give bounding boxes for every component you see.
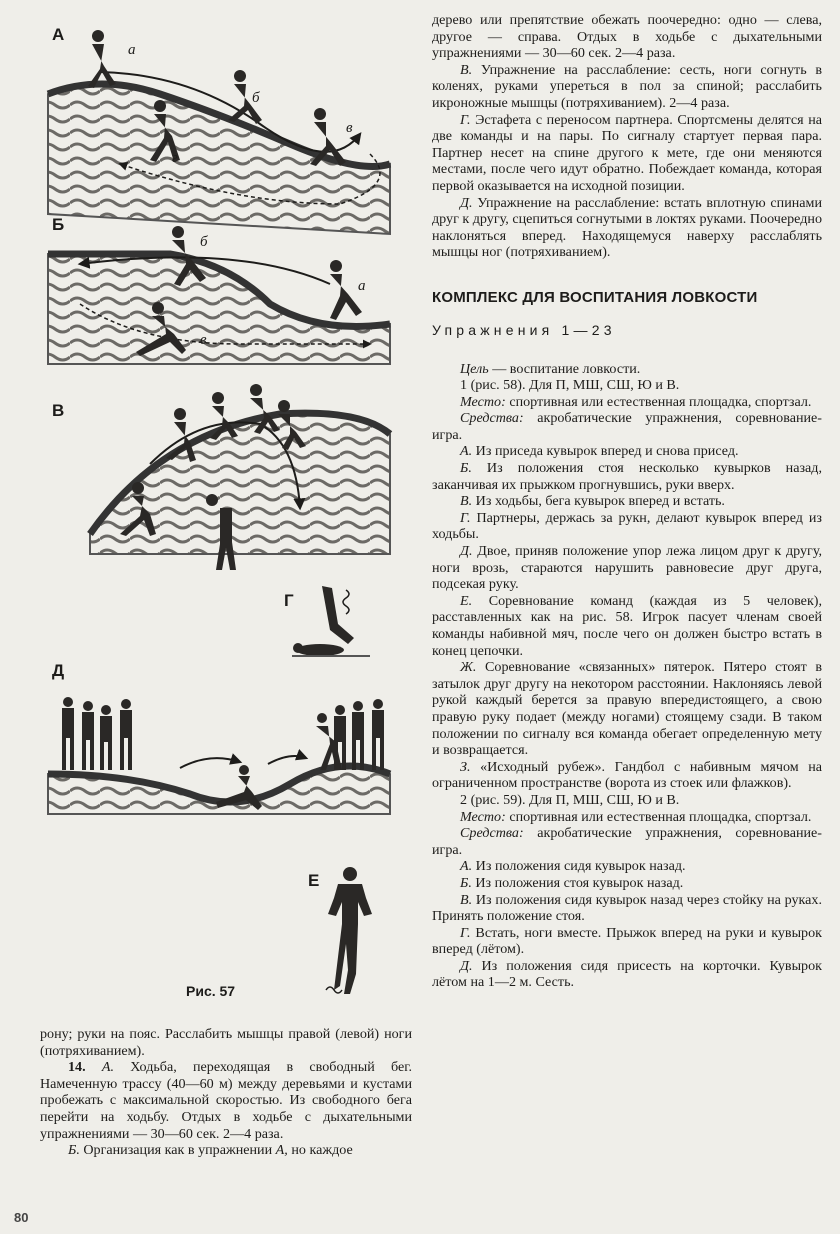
item-letter: Ж. — [460, 659, 477, 676]
panel-label-d: Д — [52, 661, 65, 680]
item-letter: В. — [460, 891, 473, 908]
item-letter: Д. — [460, 957, 473, 974]
item-ref: А, — [275, 1142, 288, 1159]
item-letter: Г. — [460, 509, 471, 526]
exercise-item — [432, 892, 822, 925]
means-text: акробатические упражнения, соревнование-игра. — [432, 825, 822, 858]
item-text: Из приседа кувырок вперед и снова присед. — [475, 443, 739, 460]
item-text: Соревнование «связанных» пятерок. Пятеро стоят в затылок друг другу на некотором расстоянии. Наклоняясь левой рукой каждый берется за правую впередистоящего, а свою правую руку подает (между ногами) стоящему сзади. В таком положении по сигналу вся команда обегает определенную мету и возвращается. — [432, 659, 822, 759]
item-text: Упражнение на расслабление: сесть, ноги согнуть в коленях, руками упереться в пол за спиной; расслабить икроножные мышцы (потряхиванием). 2—4 раза. — [432, 61, 822, 111]
exercise-number: 14. — [68, 1059, 86, 1076]
paragraph-ex14 — [40, 1059, 412, 1142]
exercise-1-header: 1 (рис. 58). Для П, МШ, СШ, Ю и В. — [460, 377, 680, 394]
panel-a — [48, 25, 390, 234]
item-text: Партнеры, держась за рукн, делают кувырок вперед из ходьбы. — [432, 509, 822, 543]
pass-arrow-left — [180, 758, 240, 768]
panel-label-g: Г — [284, 591, 294, 610]
item-letter: А. — [101, 1059, 115, 1076]
shoulder-stand-figure — [293, 586, 354, 656]
arrow-label-v: в — [346, 120, 353, 136]
item-text: Двое, приняв положение упор лежа лицом друг к другу, ноги врозь, стараются нарушить равновесие друг друга, подсекая руку. — [432, 543, 822, 593]
item-text: Соревнование команд (каждая из 5 человек), расставленных как на рис. 58. Игрок пасует членам своей команды набивной мяч, после чего он должен быстро встать в конец цепочки. — [432, 592, 823, 659]
exercise-2-place — [432, 809, 822, 826]
item-text: Организация как в упражнении — [83, 1142, 273, 1159]
panel-d — [48, 661, 390, 814]
exercise-item — [432, 958, 822, 991]
exercise-1-items — [432, 443, 822, 791]
item-letter: Е. — [460, 592, 473, 609]
paragraph-ex14-b — [40, 1142, 412, 1159]
exercise-item — [432, 460, 822, 493]
item-text: Из положения сидя присесть на корточки. Кувырок лётом на 1—2 м. Сесть. — [432, 957, 822, 991]
arrow-label-g: г — [172, 150, 178, 166]
paragraph-v — [432, 62, 822, 112]
item-letter: Б. — [460, 460, 472, 477]
goal-text: — воспитание ловкости. — [492, 360, 641, 377]
place-text: спортивная или естественная площадка, спортзал. — [509, 393, 812, 410]
item-letter: З. — [460, 758, 471, 775]
item-letter: В. — [460, 61, 473, 78]
panel-label-v: В — [52, 401, 65, 420]
team-figures-right — [316, 699, 384, 770]
paragraph: рону; руки на пояс. Расслабить мышцы правой (левой) ноги (потряхиванием). — [40, 1026, 412, 1059]
panel-g — [284, 586, 370, 656]
means-label: Средства: — [460, 410, 524, 427]
item-letter: А. — [460, 858, 473, 875]
item-text: «Исходный рубеж». Гандбол с набивным мячом на ограниченном пространстве (ворота из стоек или флажков). — [432, 758, 822, 792]
place-label: Место: — [460, 393, 506, 410]
goal-label: Цель — [460, 360, 489, 377]
item-text: Встать, ноги вместе. Прыжок вперед на руки и кувырок вперед (лётом). — [432, 924, 822, 958]
shake-lines — [343, 590, 349, 614]
exercise-1-means — [432, 410, 822, 443]
paragraph: дерево или препятствие обежать поочередно: одно — слева, другое — справа. Отдых в ходьбе с дыхательными упражнениями — 30—60 сек. 2—4 раза. — [432, 12, 822, 62]
figure-caption: Рис. 57 — [186, 983, 236, 999]
figure-57 — [40, 14, 412, 1014]
item-text: Из положения стоя кувырок назад. — [475, 874, 684, 891]
item-letter: Б. — [68, 1142, 80, 1159]
item-text: Из положения стоя несколько кувырков назад, заканчивая их прыжком прогнувшись, руки вверх. — [432, 460, 822, 493]
exercise-item — [432, 443, 822, 460]
exercise-1-place — [432, 394, 822, 411]
exercise-item — [432, 493, 822, 510]
exercise-item — [432, 875, 822, 892]
arrow-label-v2: в — [200, 332, 207, 348]
item-letter: Б. — [460, 874, 472, 891]
exercise-item — [432, 593, 822, 659]
panel-e — [308, 867, 372, 994]
exercise-item — [432, 759, 822, 792]
exercise-item — [432, 925, 822, 958]
arrow-label-b2: б — [200, 234, 208, 250]
panel-b — [48, 215, 390, 364]
item-letter: Д. — [460, 543, 473, 560]
paragraph-g — [432, 112, 822, 195]
item-letter: А. — [460, 443, 473, 460]
arrow-label-b: б — [252, 90, 260, 106]
means-text: акробатические упражнения, соревнование-игра. — [432, 410, 822, 443]
item-text: но каждое — [291, 1142, 353, 1159]
right-column-text — [432, 12, 822, 991]
exercise-item — [432, 858, 822, 875]
place-text: спортивная или естественная площадка, спортзал. — [509, 808, 812, 825]
shake-marks — [326, 987, 342, 993]
exercise-2-header: 2 (рис. 59). Для П, МШ, СШ, Ю и В. — [460, 791, 680, 808]
place-label: Место: — [460, 808, 506, 825]
item-letter: Д. — [460, 194, 473, 211]
pass-arrow-right — [268, 756, 306, 764]
section-subheading: Упражнения 1—23 — [432, 321, 616, 338]
item-text: Из ходьбы, бега кувырок вперед и встать. — [475, 493, 725, 510]
exercise-2-means — [432, 825, 822, 858]
item-text: Упражнение на расслабление: встать вплотную спинами друг к другу, сцепиться согнутыми в локтях руками. Поочередно наклоняться вперед. Находящемуся наверху расслаблять мышцы ног (потряхиванием). — [432, 194, 822, 261]
panel-label-e: Е — [308, 871, 320, 890]
section-heading: КОМПЛЕКС ДЛЯ ВОСПИТАНИЯ ЛОВКОСТИ — [432, 288, 758, 306]
item-text: Из положения сидя кувырок назад через стойку на руках. Принять положение стоя. — [432, 891, 822, 925]
item-letter: Г. — [460, 111, 471, 128]
exercise-item — [432, 659, 822, 759]
team-figures-left — [62, 697, 132, 770]
panel-v — [52, 384, 390, 570]
item-letter: Г. — [460, 924, 471, 941]
paragraph-d — [432, 195, 822, 261]
arrow-label-a2: а — [358, 278, 366, 294]
figure-illustration — [40, 14, 412, 1014]
item-letter: В. — [460, 493, 473, 510]
exercise-item — [432, 543, 822, 593]
panel-label-b: Б — [52, 215, 65, 234]
panel-label-a: А — [52, 25, 65, 44]
left-column-text — [40, 1026, 412, 1159]
arrow-label-a: а — [128, 42, 136, 58]
goal-line — [432, 361, 822, 378]
item-text: Из положения сидя кувырок назад. — [475, 858, 686, 875]
item-text: Эстафета с переносом партнера. Спортсмены делятся на две команды и на пары. По сигналу стартует первая пара. Партнер несет на спине другого к мете, где они меняются местами, после чего идут обратно. Побеждает команда, которая первой оказывается на исходной позиции. — [432, 111, 822, 194]
page-number: 80 — [14, 1210, 29, 1225]
exercise-item — [432, 510, 822, 543]
exercise-2-items — [432, 858, 822, 991]
standing-figure — [328, 867, 372, 994]
means-label: Средства: — [460, 825, 524, 842]
item-text: Ходьба, переходящая в свободный бег. Намеченную трассу (40—60 м) между деревьями и кустами пробежать с максимальной скоростью. Из свободного бега перейти на ходьбу. Отдых в ходьбе с дыхательными упражнениями — 30—60 сек. 2—4 раза. — [40, 1059, 413, 1142]
